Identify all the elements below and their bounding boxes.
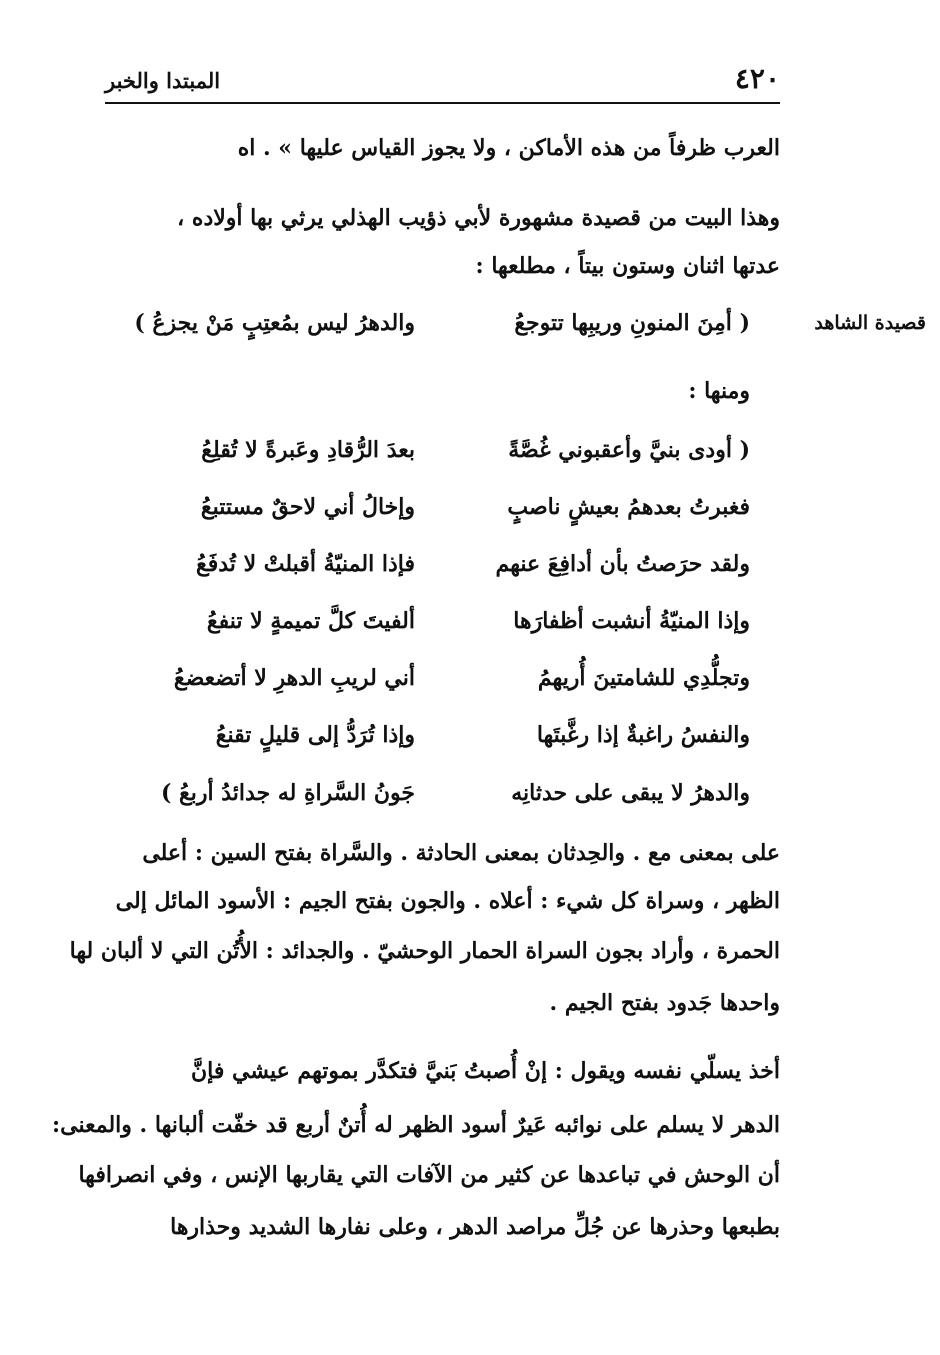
verse-line xyxy=(0,608,940,652)
verse-second-hemistich: أني لريبِ الدهرِ لا أتضعضعُ xyxy=(173,665,415,691)
verse-first-hemistich: وتجلُّدِي للشامتينَ أُريهمُ xyxy=(537,665,750,691)
intro-line: العرب ظرفاً من هذه الأماكن ، ولا يجوز القياس عليها » . اه xyxy=(237,135,780,161)
page-number: ٤٢٠ xyxy=(734,62,780,95)
gloss-line: الظهر ، وسراة كل شيء : أعلاه . والجون بفتح الجيم : الأسود المائل إلى xyxy=(115,888,780,914)
verse-second-hemistich: والدهرُ ليس بمُعتِبٍ مَنْ يجزعُ ) xyxy=(134,310,415,336)
running-title: المبتدا والخبر xyxy=(105,68,221,93)
commentary-line: أخذ يسلّي نفسه ويقول : إنْ أُصبتُ بَنيَّ فتكدَّر بموتهم عيشي فإنَّ xyxy=(191,1058,780,1084)
commentary-line: أن الوحش في تباعدها عن كثير من الآفات التي يقاربها الإنس ، وفي انصرافها xyxy=(78,1162,780,1188)
verse-second-hemistich: وإخالُ أني لاحقٌ مستتبعُ xyxy=(200,494,415,520)
verse-first-hemistich: فغبرتُ بعدهمُ بعيشٍ ناصبٍ xyxy=(507,494,750,520)
verse-second-hemistich: جَونُ السَّراةِ له جدائدُ أربعُ ) xyxy=(160,780,415,806)
verse-first-hemistich: ( أمِنَ المنونِ وريبِها تتوجعُ xyxy=(514,310,750,336)
verse-line xyxy=(0,780,940,824)
verse-first-hemistich: والدهرُ لا يبقى على حدثانِه xyxy=(511,780,750,806)
verse-line xyxy=(0,722,940,766)
verse-first-hemistich: ولقد حرَصتُ بأن أدافِعَ عنهم xyxy=(495,551,750,577)
page-header xyxy=(105,62,780,104)
intro-line: عدتها اثنان وستون بيتاً ، مطلعها : xyxy=(475,253,780,279)
gloss-line: واحدها جَدود بفتح الجيم . xyxy=(549,990,780,1016)
commentary-line: الدهر لا يسلم على نوائبه عَيرٌ أسود الظهر له أُتنٌ أربع قد خفّت ألبانها . والمعنى: xyxy=(52,1112,780,1138)
opening-verse xyxy=(0,310,940,354)
verse-second-hemistich: ألفيتَ كلَّ تميمةٍ لا تنفعُ xyxy=(206,608,415,634)
intro-line: وهذا البيت من قصيدة مشهورة لأبي ذؤيب الهذلي يرثي بها أولاده ، xyxy=(177,205,780,231)
verse-line xyxy=(0,551,940,595)
margin-note: قصيدة الشاهد xyxy=(814,312,926,334)
verse-first-hemistich: ( أودى بنيَّ وأعقبوني غُصَّةً xyxy=(508,437,750,463)
verse-line xyxy=(0,494,940,538)
section-label: ومنها : xyxy=(688,378,750,404)
verse-line xyxy=(0,665,940,709)
verse-first-hemistich: والنفسُ راغبةٌ إذا رغَّبتَها xyxy=(536,722,750,748)
verse-first-hemistich: وإذا المنيّةُ أنشبت أظفارَها xyxy=(513,608,750,634)
verse-second-hemistich: فإذا المنيّةُ أقبلتْ لا تُدفَعُ xyxy=(196,551,415,577)
verse-second-hemistich: وإذا تُرَدُّ إلى قليلٍ تقنعُ xyxy=(215,722,415,748)
gloss-line: الحمرة ، وأراد بجون السراة الحمار الوحشيّ . والجدائد : الأُتُن التي لا ألبان لها xyxy=(69,938,780,964)
verse-line xyxy=(0,437,940,481)
gloss-line: على بمعنى مع . والحِدثان بمعنى الحادثة . والسَّراة بفتح السين : أعلى xyxy=(142,840,780,866)
verse-second-hemistich: بعدَ الرُّقادِ وعَبرةً لا تُقلِعُ xyxy=(201,437,415,463)
commentary-line: بطبعها وحذرها عن جُلِّ مراصد الدهر ، وعلى نفارها الشديد وحذارها xyxy=(170,1214,780,1240)
